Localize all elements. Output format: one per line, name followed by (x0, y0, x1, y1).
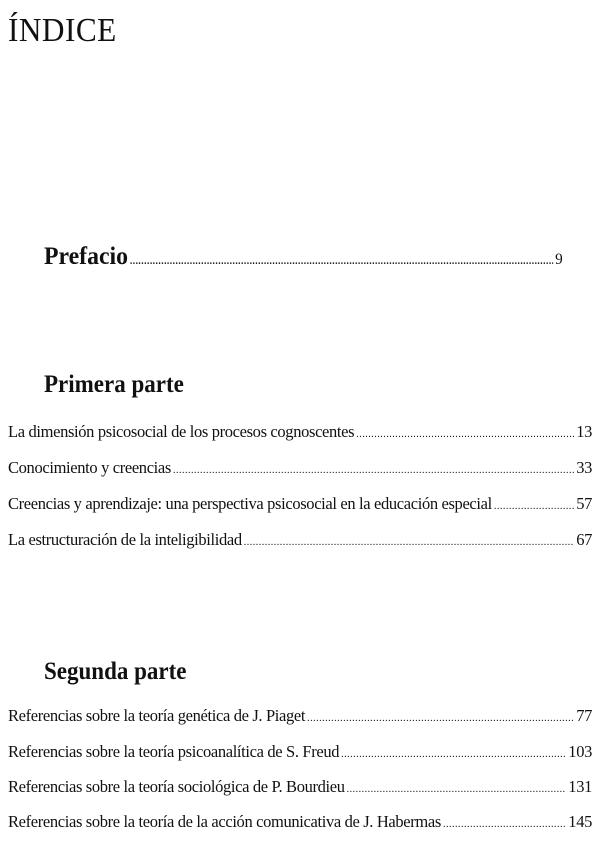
toc-page-number: 57 (576, 494, 592, 513)
part-heading-segunda: Segunda parte (44, 658, 187, 685)
toc-entry-label: Referencias sobre la teoría psicoanalítica de S. Freud (8, 742, 340, 761)
toc-entry-label: Referencias sobre la teoría sociológica de P. Bourdieu (8, 777, 345, 796)
toc-entry[interactable] (8, 530, 592, 550)
toc-entry[interactable] (8, 742, 592, 762)
toc-page-number: 131 (568, 777, 592, 796)
dot-leader (443, 819, 566, 830)
toc-entry-preface[interactable] (44, 243, 563, 271)
toc-entry-label: La estructuración de la inteligibilidad (8, 530, 242, 549)
dot-leader (173, 465, 574, 476)
toc-page-number: 9 (555, 251, 563, 268)
toc-entry-label: La dimensión psicosocial de los procesos cognoscentes (8, 422, 355, 441)
toc-entry-label: Creencias y aprendizaje: una perspectiva psicosocial en la educación especial (8, 494, 492, 513)
dot-leader (307, 713, 574, 724)
toc-entry[interactable] (8, 812, 592, 832)
dot-leader (356, 429, 574, 440)
toc-entry[interactable] (8, 494, 592, 514)
toc-entry[interactable] (8, 777, 592, 797)
toc-page-number: 77 (576, 706, 592, 725)
toc-page-number: 103 (568, 742, 592, 761)
toc-entry[interactable] (8, 422, 592, 442)
dot-leader (494, 501, 574, 512)
toc-entry[interactable] (8, 458, 592, 478)
toc-page-number: 33 (576, 458, 592, 477)
toc-page-number: 145 (568, 812, 592, 831)
toc-entry-label: Prefacio (44, 243, 128, 270)
toc-entry-label: Referencias sobre la teoría genética de J. Piaget (8, 706, 306, 725)
dot-leader (341, 749, 566, 760)
part-heading-primera: Primera parte (44, 371, 184, 398)
dot-leader (244, 537, 574, 548)
page-title: ÍNDICE (8, 12, 117, 49)
toc-entry-label: Referencias sobre la teoría de la acción comunicativa de J. Habermas (8, 812, 441, 831)
dot-leader (347, 784, 567, 795)
toc-page-number: 13 (576, 422, 592, 441)
toc-entry-label: Conocimiento y creencias (8, 458, 171, 477)
toc-page-number: 67 (576, 530, 592, 549)
dot-leader (130, 256, 553, 267)
toc-entry[interactable] (8, 706, 592, 726)
